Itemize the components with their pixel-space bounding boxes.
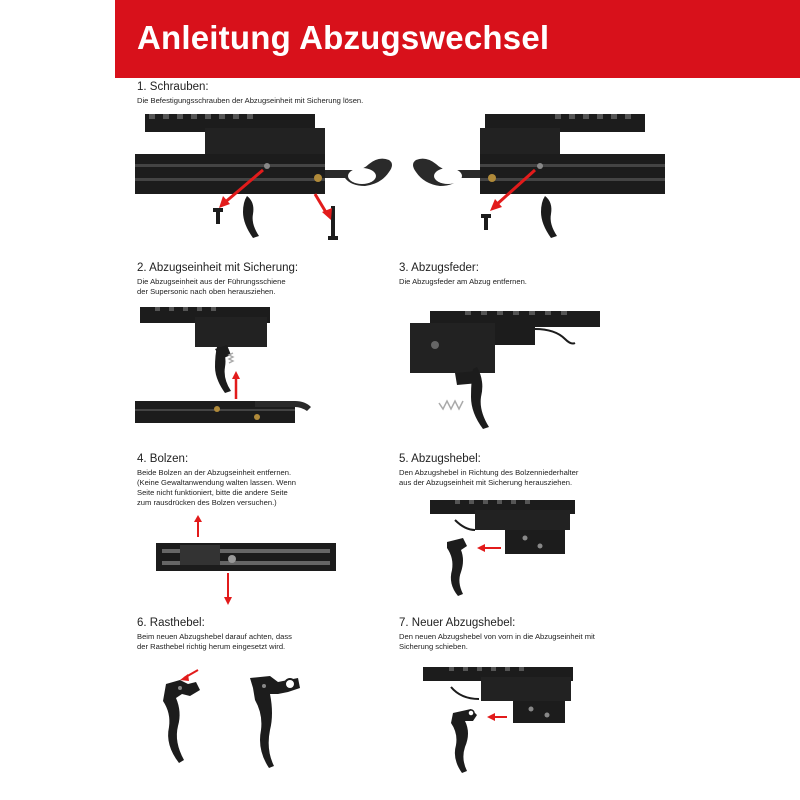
step-2 [137,262,387,297]
step-5 [399,453,699,488]
step-1-illustration [135,108,675,248]
step-1-title: 1. Schrauben: [137,81,209,93]
step-3-text: Die Abzugsfeder am Abzug entfernen. [399,277,527,286]
step-6-title: 6. Rasthebel: [137,617,205,629]
trigger-lever-correct-image [250,676,300,768]
step-5-title: 5. Abzugshebel: [399,453,481,465]
step-5-text: Den Abzugshebel in Richtung des Bolzenniederhalter aus der Abzugseinheit mit Sicherung herausziehen. [399,468,579,487]
step-4-illustration [140,515,350,607]
step-7-title: 7. Neuer Abzugshebel: [399,617,516,629]
step-7-illustration [415,665,585,780]
step-4-title: 4. Bolzen: [137,453,189,465]
step-5-illustration [415,498,585,603]
step-7 [399,617,699,652]
step-6 [137,617,397,652]
step-2-title: 2. Abzugseinheit mit Sicherung: [137,262,299,274]
step-6-text: Beim neuen Abzugshebel darauf achten, dass der Rasthebel richtig herum eingesetzt wird. [137,632,292,651]
trigger-lever-incorrect-image [163,670,200,763]
page-title: Anleitung Abzugswechsel [137,19,550,56]
step-2-text: Die Abzugseinheit aus der Führungsschiene der Supersonic nach oben herausziehen. [137,277,286,296]
step-6-illustration [158,664,308,776]
trigger-unit-right-image [413,114,665,238]
step-3 [399,262,699,287]
step-3-title: 3. Abzugsfeder: [399,262,479,274]
step-1 [137,81,737,106]
step-4 [137,453,397,508]
trigger-unit-left-image [135,114,392,240]
step-4-text: Beide Bolzen an der Abzugseinheit entfernen. (Keine Gewaltanwendung walten lassen. Wenn Seite nicht funktioniert, bitte die andere Seite zum rausdrücken des Bolzen versuchen.) [137,468,297,507]
step-1-text: Die Befestigungsschrauben der Abzugseinheit mit Sicherung lösen. [137,96,364,105]
title-banner [115,0,800,78]
step-7-text: Den neuen Abzugshebel von vorn in die Abzugseinheit mit Sicherung schieben. [399,632,595,651]
step-2-illustration [135,305,325,440]
step-3-illustration [405,305,605,440]
